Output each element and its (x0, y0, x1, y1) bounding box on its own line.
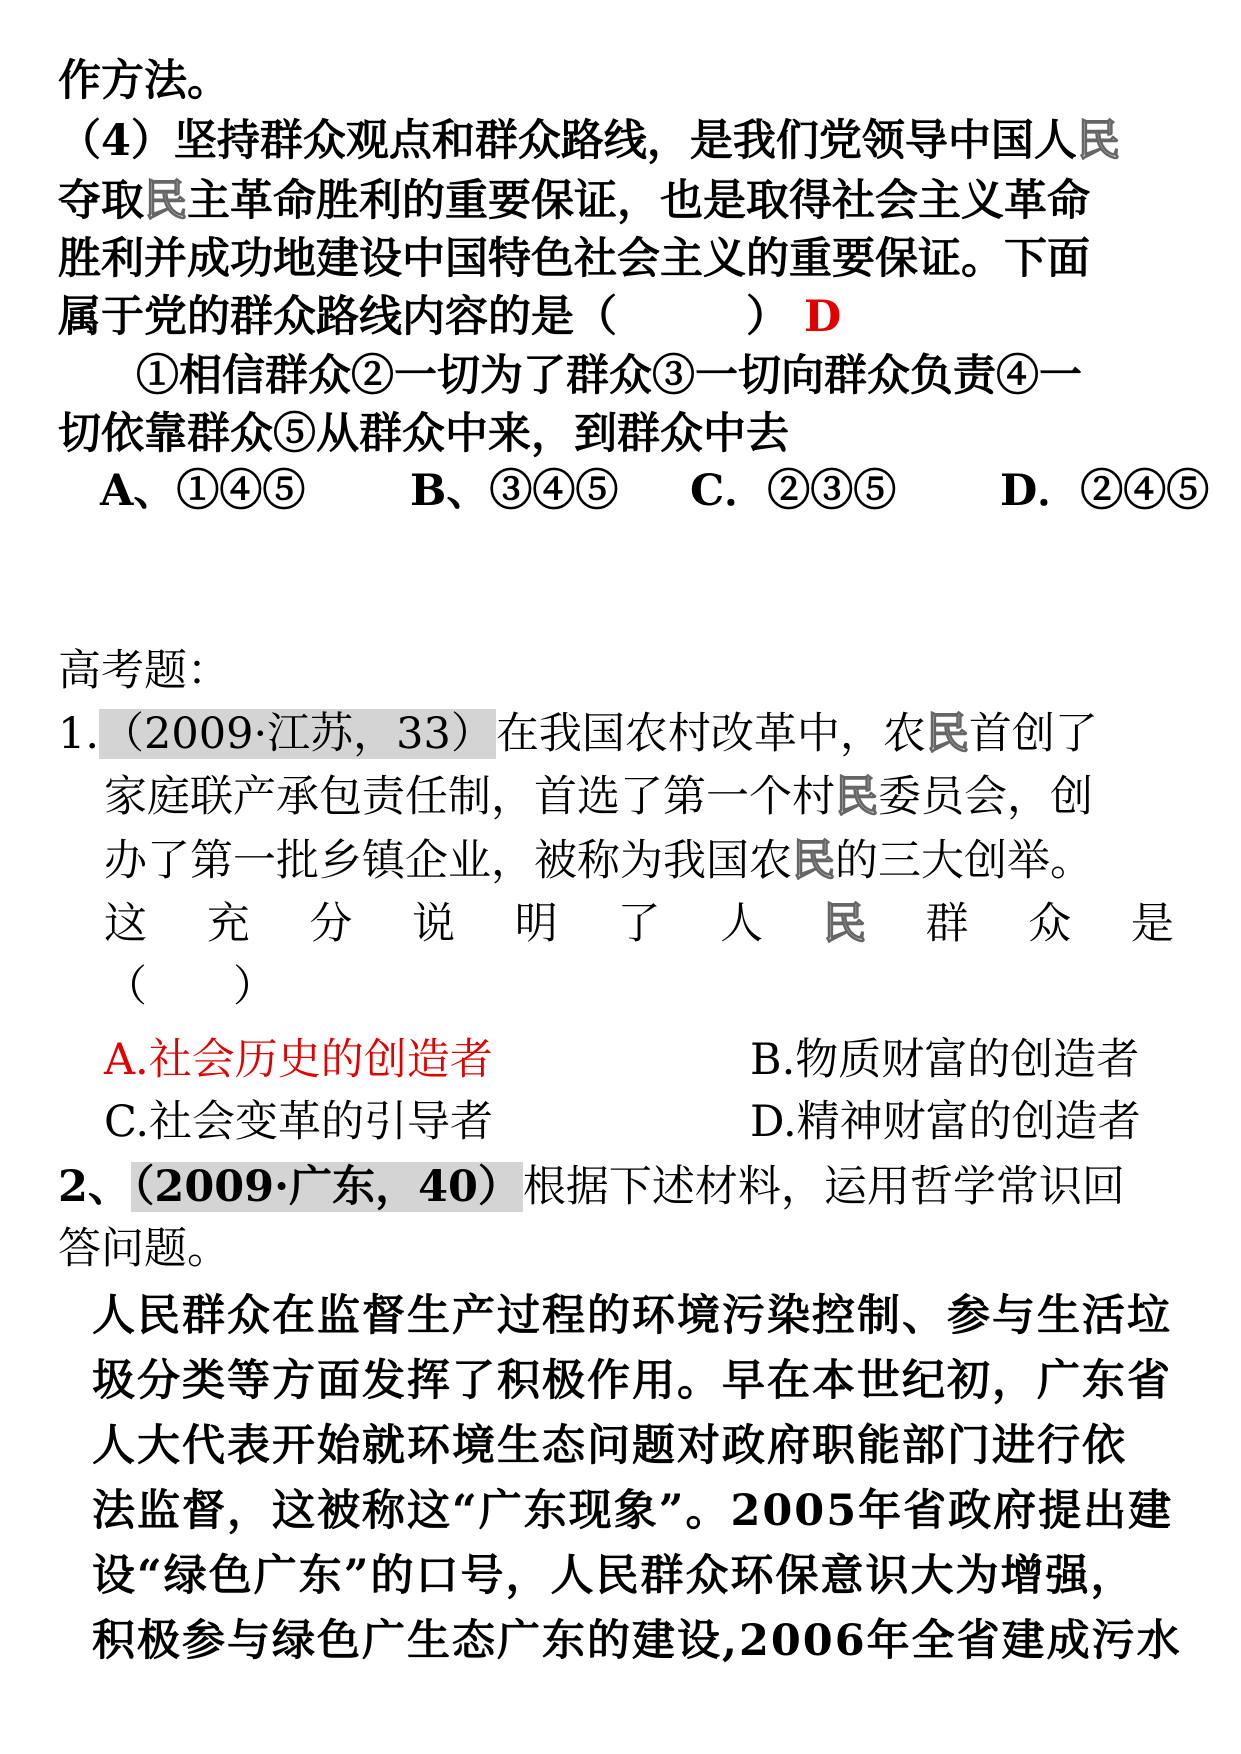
gk-q2-material-line-4: 法监督，这被称这“广东现象”。2005年省政府提出建 (92, 1486, 1174, 1536)
gk-q1-char: 众 (1028, 899, 1072, 949)
gk-q1-line-5: （ ） (104, 962, 276, 1012)
gk-q2-line-2: 答问题。 (58, 1224, 230, 1274)
q4-option-c: C．②③⑤ (690, 466, 897, 516)
gk-q1-option-a: A.社会历史的创造者 (104, 1035, 493, 1085)
outlined-char: 民 (144, 176, 187, 226)
q4-stem-text: 主革命胜利的重要保证，也是取得社会主义革命 (187, 176, 1090, 226)
gk-q1-option-c: C.社会变革的引导者 (104, 1097, 494, 1147)
outlined-char: 民 (835, 772, 878, 822)
q4-items-line-1: ①相信群众②一切为了群众③一切向群众负责④一 (136, 351, 1082, 401)
q4-stem-line-1 (58, 110, 1120, 172)
gk-q1-text: 办了第一批乡镇企业，被称为我国农 (104, 836, 792, 886)
gk-q1-char: 分 (309, 899, 353, 949)
gk-q2-material-line-1: 人民群众在监督生产过程的环境污染控制、参与生活垃 (92, 1291, 1172, 1341)
gk-q1-char: 人 (720, 899, 764, 949)
outlined-char: 民 (925, 709, 969, 759)
gk-q1-char: 说 (412, 899, 456, 949)
gk-q1-number: 1. (58, 709, 100, 759)
q4-items-line-2: 切依靠群众⑤从群众中来，到群众中去 (58, 409, 789, 459)
gk-q1-line-3 (104, 830, 1093, 892)
gk-q1-text: 在我国农村改革中，农 (495, 709, 926, 759)
gk-q2-text: 根据下述材料，运用哲学常识回 (522, 1162, 1125, 1212)
q4-stem-text: 属于党的群众路线内容的是（ ） (58, 292, 789, 342)
outlined-char: 民 (1076, 116, 1120, 166)
gk-q1-source: （2009·江苏，33） (101, 709, 494, 759)
gk-q1-char: 充 (206, 899, 250, 949)
gk-q1-text: 委员会，创 (878, 772, 1093, 822)
q4-option-d: D．②④⑤ (1000, 466, 1210, 516)
gk-q2-source: （2009·广东，40） (132, 1162, 521, 1212)
gk-q1-text: 家庭联产承包责任制，首选了第一个村 (104, 772, 835, 822)
gk-q1-option-d: D.精神财富的创造者 (750, 1097, 1141, 1147)
q4-option-b: B、③④⑤ (410, 466, 619, 516)
gk-q1-char: 群 (925, 899, 969, 949)
q4-option-a: A、①④⑤ (100, 466, 306, 516)
q4-stem-line-3: 胜利并成功地建设中国特色社会主义的重要保证。下面 (58, 234, 1090, 284)
gk-q1-char: 了 (617, 899, 661, 949)
gk-q1-char: 是 (1130, 899, 1174, 949)
outlined-char: 民 (822, 899, 866, 949)
outlined-char: 民 (792, 836, 835, 886)
q4-answer: D (803, 292, 842, 342)
gaokao-heading: 高考题： (58, 646, 230, 696)
gk-q1-char: 明 (514, 899, 558, 949)
gk-q2-material-line-2: 圾分类等方面发挥了积极作用。早在本世纪初，广东省 (92, 1356, 1172, 1406)
q4-stem-text: （4）坚持群众观点和群众路线，是我们党领导中国人 (58, 116, 1077, 166)
gk-q2-material-line-6: 积极参与绿色广生态广东的建设,2006年全省建成污水 (92, 1616, 1182, 1666)
gk-q1-line-4 (104, 893, 1174, 955)
lead-line: 作方法。 (58, 56, 230, 106)
gk-q2-line-1 (58, 1156, 1125, 1218)
q4-stem-line-2 (58, 170, 1090, 232)
gk-q1-line-1 (58, 703, 1098, 765)
gk-q2-number: 2、 (58, 1162, 131, 1212)
gk-q1-char: 这 (104, 899, 147, 949)
gk-q1-line-2 (104, 766, 1093, 828)
gk-q1-option-b: B.物质财富的创造者 (750, 1035, 1140, 1085)
gk-q2-material-line-5: 设“绿色广东”的口号，人民群众环保意识大为增强， (92, 1551, 1136, 1601)
q4-stem-line-4 (58, 286, 841, 348)
gk-q1-text: 的三大创举。 (835, 836, 1093, 886)
q4-stem-text: 夺取 (58, 176, 144, 226)
gk-q2-material-line-3: 人大代表开始就环境生态问题对政府职能部门进行依 (92, 1421, 1127, 1471)
gk-q1-text: 首创了 (968, 709, 1098, 759)
